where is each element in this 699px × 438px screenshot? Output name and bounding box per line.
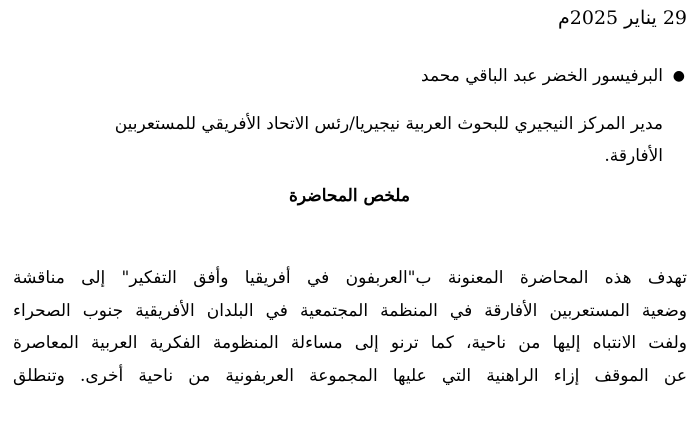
abstract-line: ولفت الانتباه إليها من ناحية، كما ترنو إلى مساءلة المنظومة الفكرية العربية المعاصرة	[13, 333, 687, 353]
speaker-bullet	[20, 64, 685, 88]
abstract-line: وضعية المستعربين الأفارقة في المنظمة المجتمعية في البلدان الأفريقية جنوب الصحراء	[13, 300, 687, 321]
affiliation-line-1: مدير المركز النيجيري للبحوث العربية نيجيريا/رئس الاتحاد الأفريقي للمستعربين	[114, 114, 663, 134]
affiliation-line-2: الأفارقة.	[604, 146, 663, 166]
abstract-body	[13, 262, 687, 392]
bullet-icon: ●	[672, 68, 685, 84]
abstract-line: عن الموقف إزاء الراهنية التي عليها المجموعة العربفونية من ناحية أخرى. وتنطلق	[13, 365, 687, 386]
speaker-name: البرفيسور الخضر عبد الباقي محمد	[421, 66, 663, 86]
speaker-affiliation	[63, 108, 663, 172]
date-line: 29 يناير 2025م	[558, 7, 687, 29]
abstract-line: تهدف هذه المحاضرة المعنونة ب"العربفون في أفريقيا وأفق التفكير" إلى مناقشة	[13, 268, 687, 288]
abstract-heading: ملخص المحاضرة	[288, 186, 411, 206]
